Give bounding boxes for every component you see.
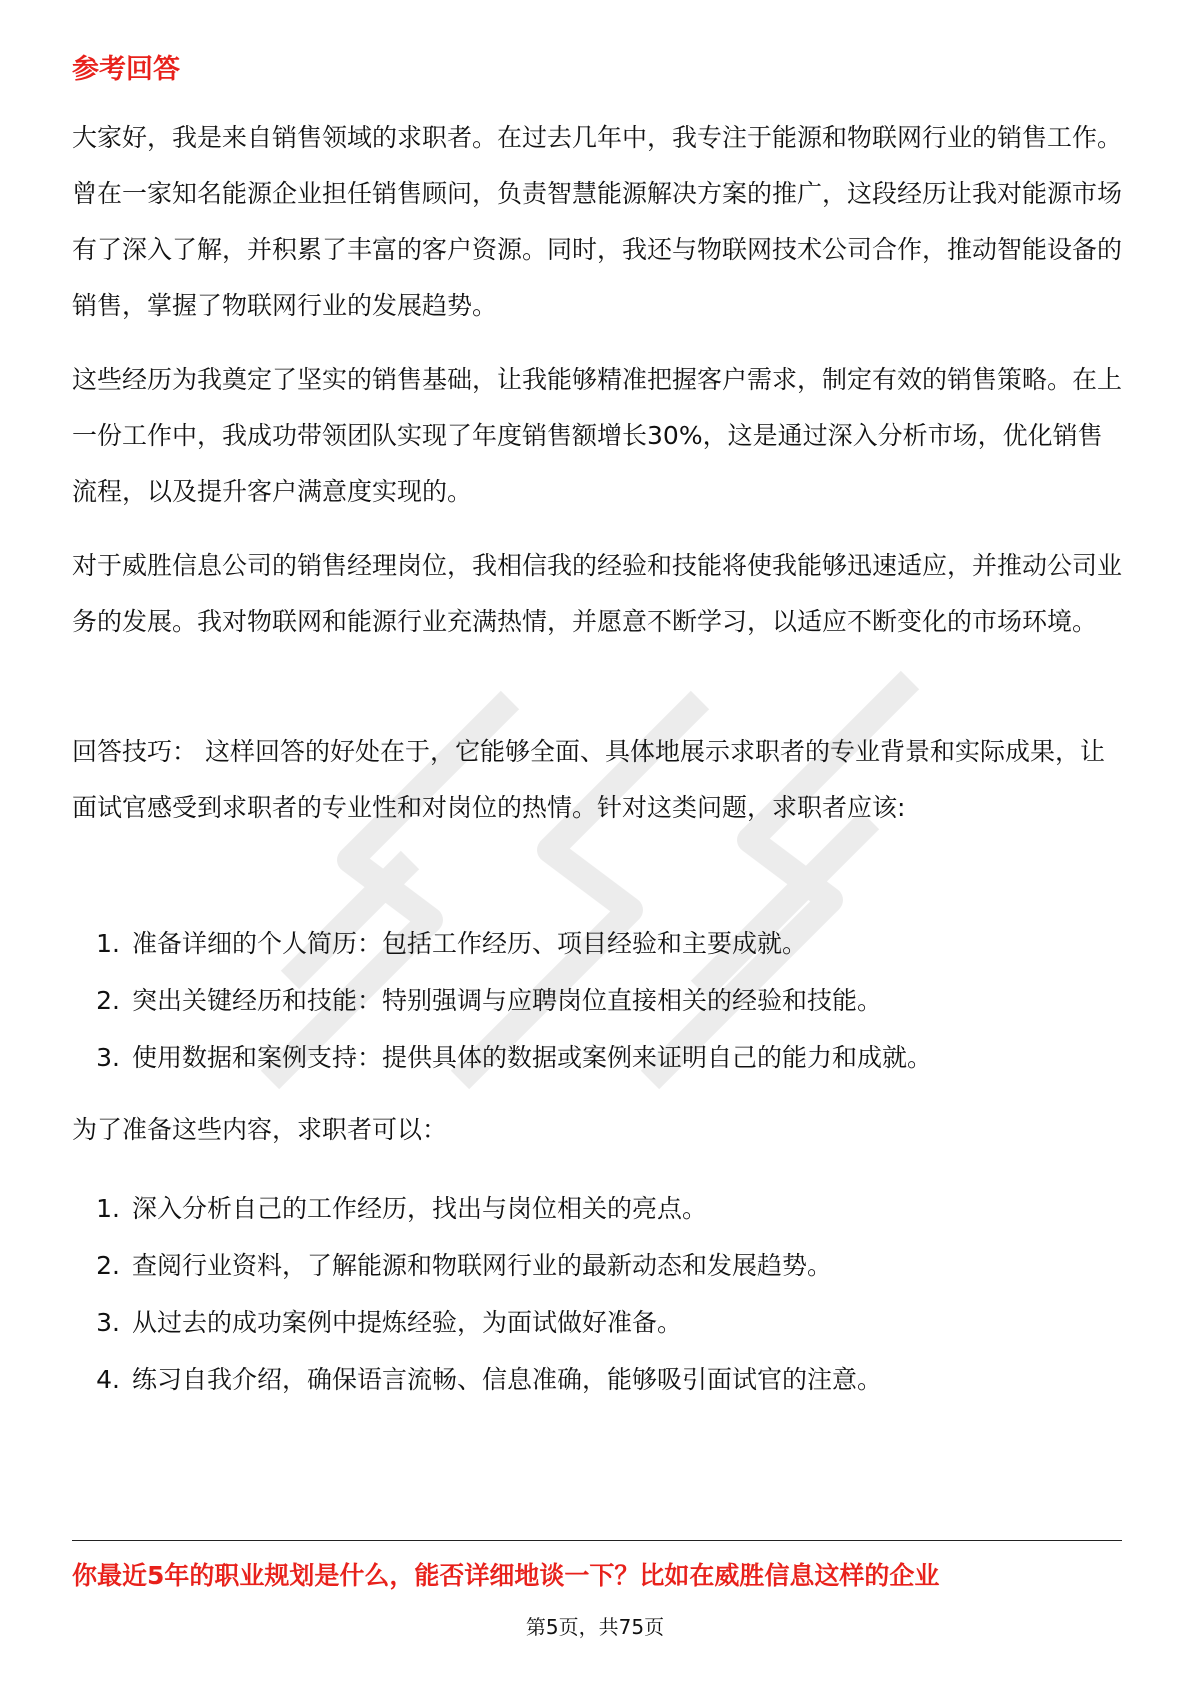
list-item: 1. 深入分析自己的工作经历，找出与岗位相关的亮点。 xyxy=(96,1194,708,1223)
section-divider xyxy=(72,1540,1122,1541)
tips-list xyxy=(72,915,1122,1086)
answer-paragraph-3: 对于威胜信息公司的销售经理岗位，我相信我的经验和技能将使我能够迅速适应，并推动公司业务的发展。我对物联网和能源行业充满热情，并愿意不断学习，以适应不断变化的市场环境。 xyxy=(72,551,1123,636)
prep-intro: 为了准备这些内容，求职者可以： xyxy=(72,1115,448,1144)
answer-tips-paragraph: 回答技巧： 这样回答的好处在于，它能够全面、具体地展示求职者的专业背景和实际成果，让面试官感受到求职者的专业性和对岗位的热情。针对这类问题，求职者应该: xyxy=(72,737,1105,822)
list-item: 2. 突出关键经历和技能：特别强调与应聘岗位直接相关的经验和技能。 xyxy=(96,986,883,1015)
page-number: 第5页，共75页 xyxy=(525,1615,665,1639)
list-item: 3. 使用数据和案例支持：提供具体的数据或案例来证明自己的能力和成就。 xyxy=(96,1043,933,1072)
list-item: 1. 准备详细的个人简历：包括工作经历、项目经验和主要成就。 xyxy=(96,929,808,958)
prep-list xyxy=(72,1180,1122,1408)
answer-heading: 参考回答 xyxy=(72,54,180,85)
answer-paragraph-2: 这些经历为我奠定了坚实的销售基础，让我能够精准把握客户需求，制定有效的销售策略。在上一份工作中，我成功带领团队实现了年度销售额增长30%，这是通过深入分析市场，优化销售流程，以及提升客户满意度实现的。 xyxy=(72,365,1123,506)
list-item: 4. 练习自我介绍，确保语言流畅、信息准确，能够吸引面试官的注意。 xyxy=(96,1365,883,1394)
list-item: 3. 从过去的成功案例中提炼经验，为面试做好准备。 xyxy=(96,1308,683,1337)
next-question-heading: 你最近5年的职业规划是什么，能否详细地谈一下？比如在威胜信息这样的企业 xyxy=(72,1561,940,1590)
answer-paragraph-1: 大家好，我是来自销售领域的求职者。在过去几年中，我专注于能源和物联网行业的销售工作。曾在一家知名能源企业担任销售顾问，负责智慧能源解决方案的推广，这段经历让我对能源市场有了深入了解，并积累了丰富的客户资源。同时，我还与物联网技术公司合作，推动智能设备的销售，掌握了物联网行业的发展趋势。 xyxy=(72,123,1123,320)
list-item: 2. 查阅行业资料，了解能源和物联网行业的最新动态和发展趋势。 xyxy=(96,1251,833,1280)
